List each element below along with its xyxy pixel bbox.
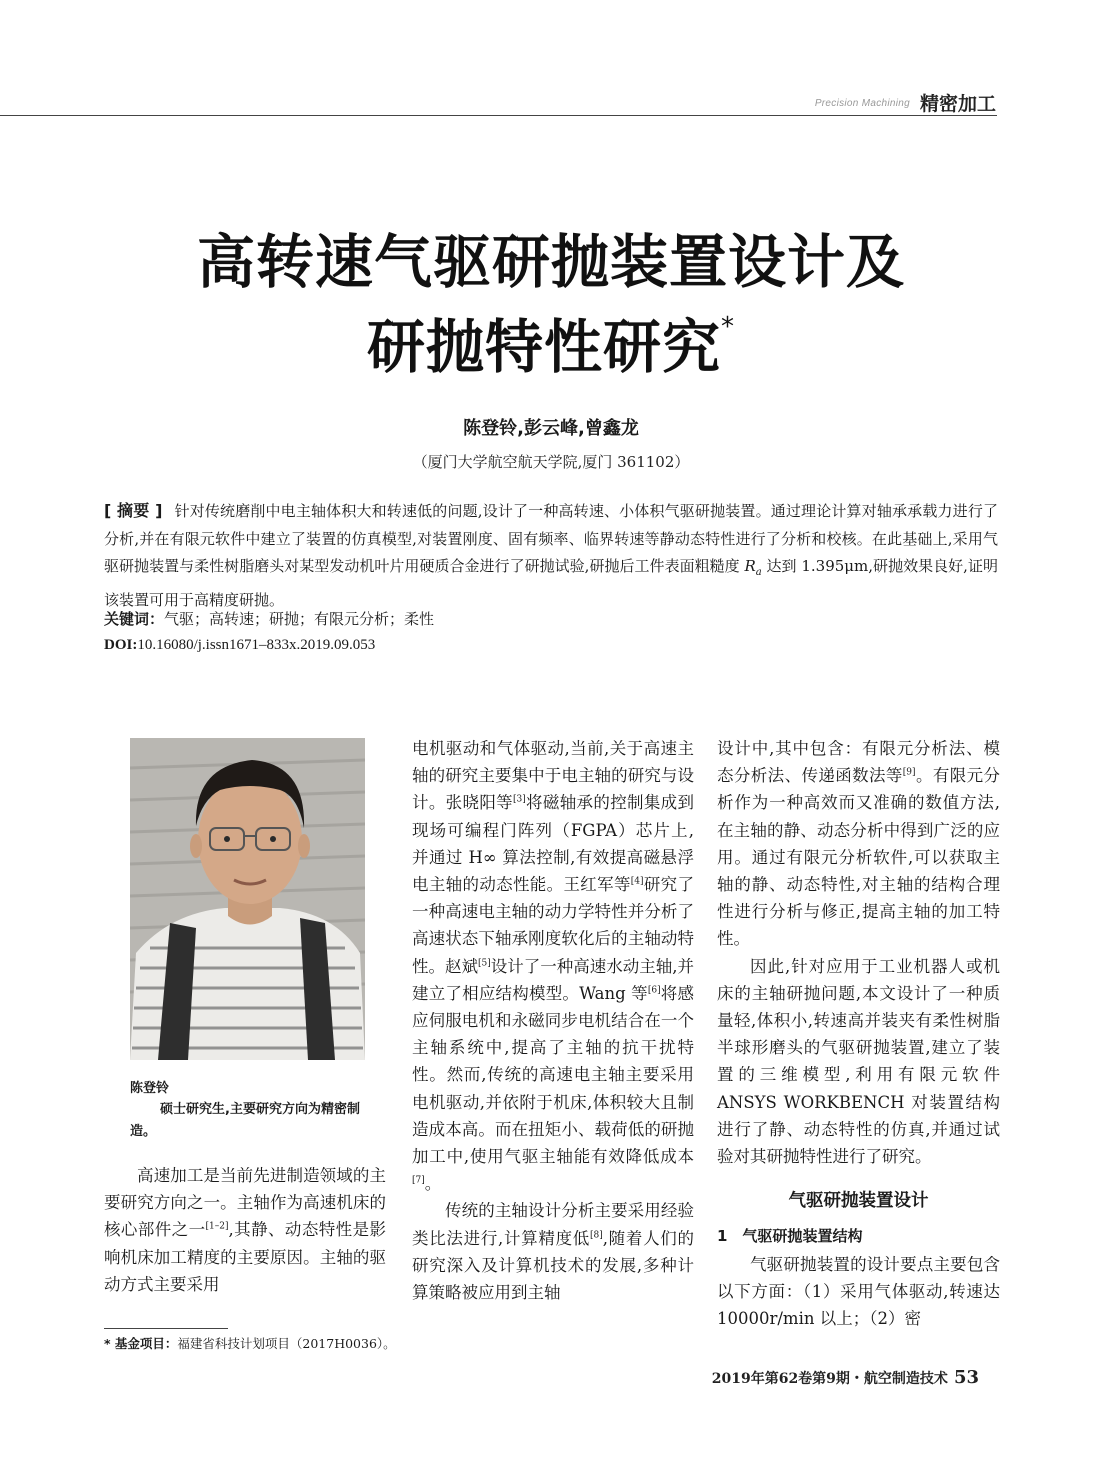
journal-issue: 2019年第62卷第9期・航空制造技术 bbox=[711, 1371, 948, 1387]
author-caption-name: 陈登铃 bbox=[130, 1081, 170, 1096]
citation: [6] bbox=[647, 985, 661, 996]
footnote-label: * 基金项目： bbox=[104, 1336, 178, 1351]
title-footnote-mark: * bbox=[721, 312, 735, 342]
page-number: 53 bbox=[953, 1367, 979, 1388]
citation: [3] bbox=[512, 794, 526, 805]
citation: [4] bbox=[630, 876, 644, 887]
keywords: 关键词：气驱；高转速；研抛；有限元分析；柔性 bbox=[104, 610, 435, 628]
paragraph: 传统的主轴设计分析主要采用经验类比法进行,计算精度低[8],随着人们的研究深入及计算机技术的发展,多种计算策略被应用到主轴 bbox=[412, 1201, 694, 1303]
footnote-rule bbox=[104, 1328, 228, 1329]
citation: [5] bbox=[478, 958, 491, 969]
journal-section-en: Precision Machining bbox=[814, 98, 910, 109]
paragraph: 高速加工是当前先进制造领域的主要研究方向之一。主轴作为高速机床的核心部件之一[1–2],其静、动态特性是影响机床加工精度的主要原因。主轴的驱动方式主要采用 bbox=[104, 1166, 387, 1294]
doi-label: DOI: bbox=[104, 637, 138, 653]
doi: DOI:10.16080/j.issn1671–833x.2019.09.053 bbox=[104, 637, 376, 653]
author-photo bbox=[130, 738, 365, 1060]
subsection-heading: 1 气驱研抛装置结构 bbox=[717, 1227, 863, 1246]
title-line-2: 研抛特性研究* bbox=[366, 312, 735, 381]
title-line-1: 高转速气驱研抛装置设计及 bbox=[196, 228, 905, 296]
footnote: * 基金项目：福建省科技计划项目（2017H0036）。 bbox=[104, 1336, 396, 1351]
abstract-label: [ 摘要 ] bbox=[104, 501, 163, 520]
author-caption-desc: 硕士研究生,主要研究方向为精密制造。 bbox=[130, 1102, 360, 1139]
citation: [8] bbox=[589, 1230, 603, 1241]
paragraph: 电机驱动和气体驱动,当前,关于高速主轴的研究主要集中于电主轴的研究与设计。张晓阳等[3]将磁轴承的控制集成到现场可编程门阵列（FGPA）芯片上,并通过 H∞ 算法控制,有效提高磁悬浮电主轴的动态性能。王红军等[4]研究了一种高速电主轴的动力学特性并分析了高速状态下轴承刚度软化后的主轴动特性。赵斌[5]设计了一种高速水动主轴,并建立了相应结构模型。Wang 等[6]将感应伺服电机和永磁同步电机结合在一个主轴系统中,提高了主轴的抗干扰特性。然而,传统的高速电主轴主要采用电机驱动,并依附于机床,体积较大且制造成本高。而在扭矩小、载荷低的研抛加工中,使用气驱主轴能有效降低成本[7]。 bbox=[412, 739, 694, 1194]
page-footer bbox=[712, 1367, 979, 1388]
header-rule bbox=[0, 115, 997, 116]
body-column-3 bbox=[717, 735, 1000, 1332]
paragraph: 气驱研抛装置的设计要点主要包含以下方面：（1）采用气体驱动,转速达 10000r/min 以上；（2）密 bbox=[717, 1254, 1000, 1329]
authors: 陈登铃,彭云峰,曾鑫龙 bbox=[463, 418, 639, 439]
affiliation: （厦门大学航空航天学院,厦门 361102） bbox=[412, 453, 690, 471]
body-column-1 bbox=[104, 1162, 386, 1298]
section-heading: 气驱研抛装置设计 bbox=[788, 1191, 929, 1212]
journal-section-cn: 精密加工 bbox=[919, 93, 996, 115]
keywords-label: 关键词： bbox=[104, 610, 165, 628]
body-column-2 bbox=[412, 735, 694, 1306]
paragraph: 设计中,其中包含：有限元分析法、模态分析法、传递函数法等[9]。有限元分析作为一种高效而又准确的数值方法,在主轴的静、动态分析中得到广泛的应用。通过有限元分析软件,可以获取主轴的静、动态特性,对主轴的结构合理性进行分析与修正,提高主轴的加工特性。 bbox=[717, 739, 1000, 949]
citation: [1–2] bbox=[205, 1221, 229, 1232]
citation: [9] bbox=[902, 767, 916, 778]
abstract: [ 摘要 ] 针对传统磨削中电主轴体积大和转速低的问题,设计了一种高转速、小体积气驱研抛装置。通过理论计算对轴承承载力进行了分析,并在有限元软件中建立了装置的仿真模型,对装置刚度、固有频率、临界转速等静动态特性进行了分析和校核。在此基础上,采用气驱研抛装置与柔性树脂磨头对某型发动机叶片用硬质合金进行了研抛试验,研抛后工件表面粗糙度 $R_a$ 达到 1.395μm,研抛效果良好,证明该装置可用于高精度研抛。 bbox=[104, 501, 998, 609]
paragraph: 因此,针对应用于工业机器人或机床的主轴研抛问题,本文设计了一种质量轻,体积小,转速高并装夹有柔性树脂半球形磨头的气驱研抛装置,建立了装置的三维模型,利用有限元软件 ANSYS WORKBENCH 对装置结构进行了静、动态特性的仿真,并通过试验对其研抛特性进行了研究。 bbox=[717, 956, 1000, 1167]
citation: [7] bbox=[412, 1175, 425, 1186]
